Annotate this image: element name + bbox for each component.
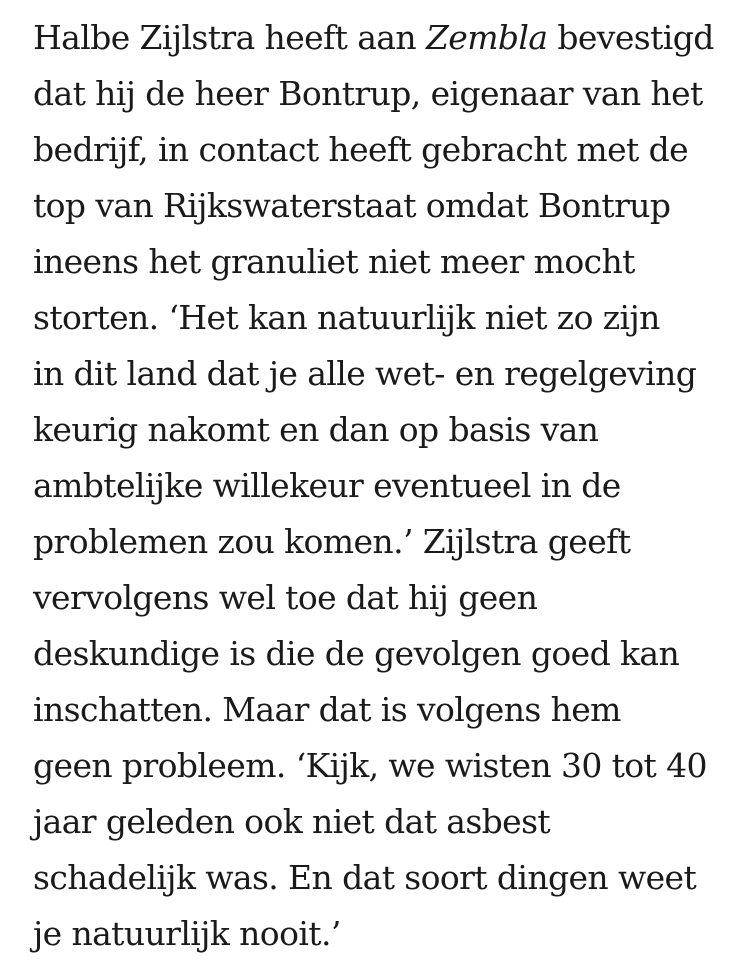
text-line [33,10,743,66]
text-line: ambtelijke willekeur eventueel in de [33,466,621,505]
text-line: geen probleem. ‘Kijk, we wisten 30 tot 40 [33,746,707,785]
text-line: top van Rijkswaterstaat omdat Bontrup [33,186,671,225]
text-line: ineens het granuliet niet meer mocht [33,242,635,281]
emphasized-text: Zembla [425,18,548,57]
text-line: storten. ‘Het kan natuurlijk niet zo zijn [33,298,660,337]
text-line: deskundige is die de gevolgen goed kan [33,634,680,673]
text-segment: bevestigd [547,18,714,57]
text-line: je natuurlijk nooit.’ [33,914,341,953]
text-line: problemen zou komen.’ Zijlstra geeft [33,522,631,561]
text-line: keurig nakomt en dan op basis van [33,410,599,449]
text-segment: Halbe Zijlstra heeft aan [33,18,426,57]
text-line: bedrijf, in contact heeft gebracht met de [33,130,689,169]
text-line: vervolgens wel toe dat hij geen [33,578,538,617]
text-line: dat hij de heer Bontrup, eigenaar van het [33,74,703,113]
text-line: inschatten. Maar dat is volgens hem [33,690,621,729]
text-line: in dit land dat je alle wet- en regelgeving [33,354,697,393]
text-line: jaar geleden ook niet dat asbest [33,802,551,841]
article-paragraph [33,10,743,962]
text-line: schadelijk was. En dat soort dingen weet [33,858,697,897]
